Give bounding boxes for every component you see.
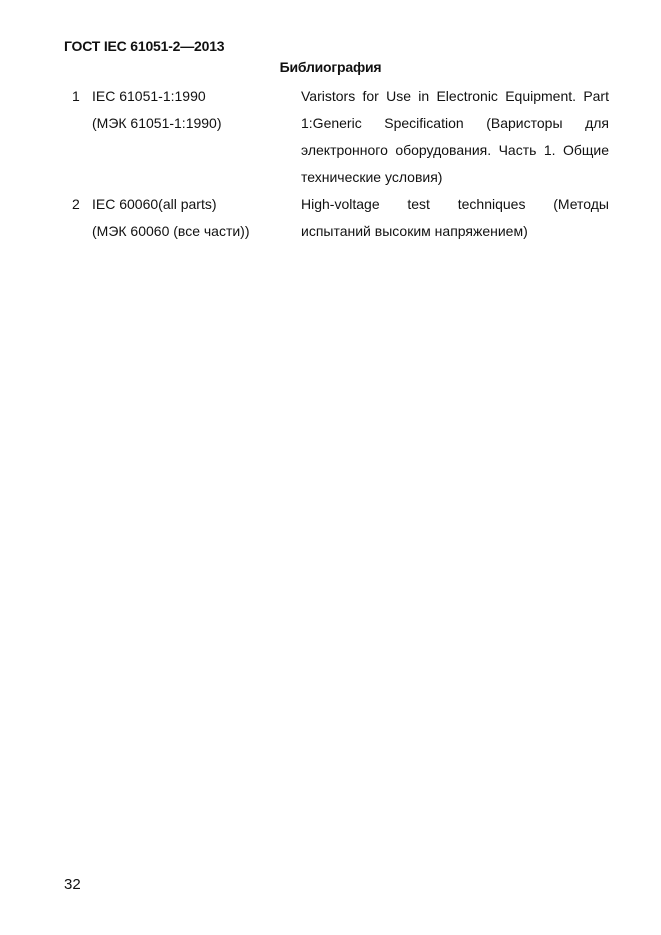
standard-designation: ГОСТ IEC 61051-2—2013: [64, 38, 225, 54]
entry-reference-russian: (МЭК 61051-1:1990): [92, 115, 222, 131]
entry-reference-international: IEC 60060(all parts): [92, 196, 217, 212]
entry-reference-international: IEC 61051-1:1990: [92, 88, 206, 104]
entry-description: Varistors for Use in Electronic Equipment. Part 1:Generic Specification (Варисторы для электронного оборудования. Часть 1. Общие технические условия): [301, 88, 609, 185]
bibliography-entry: [64, 191, 609, 245]
entry-reference: [92, 83, 301, 191]
entry-reference-russian: (МЭК 60060 (все части)): [92, 223, 250, 239]
entry-reference: [92, 191, 301, 245]
bibliography-title-text: Библиография: [279, 59, 382, 75]
bibliography-list: [64, 83, 609, 245]
bibliography-entry: [64, 83, 609, 191]
entry-number: 1: [72, 88, 80, 104]
page-number: 32: [64, 876, 81, 893]
entry-number: 2: [72, 196, 80, 212]
entry-description: High-voltage test techniques (Методы испытаний высоким напряжением): [301, 196, 609, 239]
bibliography-title: [0, 59, 661, 75]
